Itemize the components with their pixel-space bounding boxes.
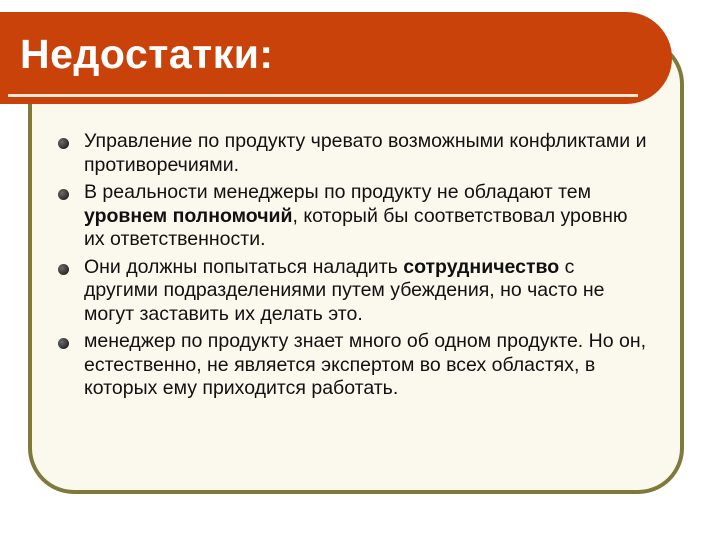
bullet-text-after: с другими подразделениями путем убеждения, но часто не могут заставить их делать это. bbox=[84, 255, 605, 325]
bullet-dot-icon bbox=[58, 338, 69, 349]
bullet-list bbox=[58, 130, 648, 405]
bullet-item-4 bbox=[58, 330, 648, 401]
bullet-item-2 bbox=[58, 181, 648, 252]
bullet-item-1 bbox=[58, 130, 648, 177]
bullet-text-bold: сотрудничество bbox=[403, 255, 560, 278]
bullet-text-before: Они должны попытаться наладить bbox=[84, 255, 404, 278]
bullet-text-bold: уровнем полномочий bbox=[84, 204, 293, 227]
bullet-item-3 bbox=[58, 256, 648, 327]
slide-title: Недостатки: bbox=[20, 31, 274, 77]
bullet-text: Управление по продукту чревато возможными конфликтами и противоречиями. bbox=[84, 130, 647, 176]
bullet-dot-icon bbox=[58, 264, 69, 275]
bullet-dot-icon bbox=[58, 189, 69, 200]
bullet-text-before: В реальности менеджеры по продукту не обладают тем bbox=[84, 181, 592, 203]
bullet-dot-icon bbox=[58, 138, 69, 149]
title-underline bbox=[8, 94, 638, 97]
bullet-text-after: , который бы соответствовал уровню их ответственности. bbox=[84, 204, 628, 250]
bullet-text: менеджер по продукту знает много об одном продукте. Но он, естественно, не является экспертом во всех областях, в которых ему приходится работать. bbox=[84, 330, 647, 399]
